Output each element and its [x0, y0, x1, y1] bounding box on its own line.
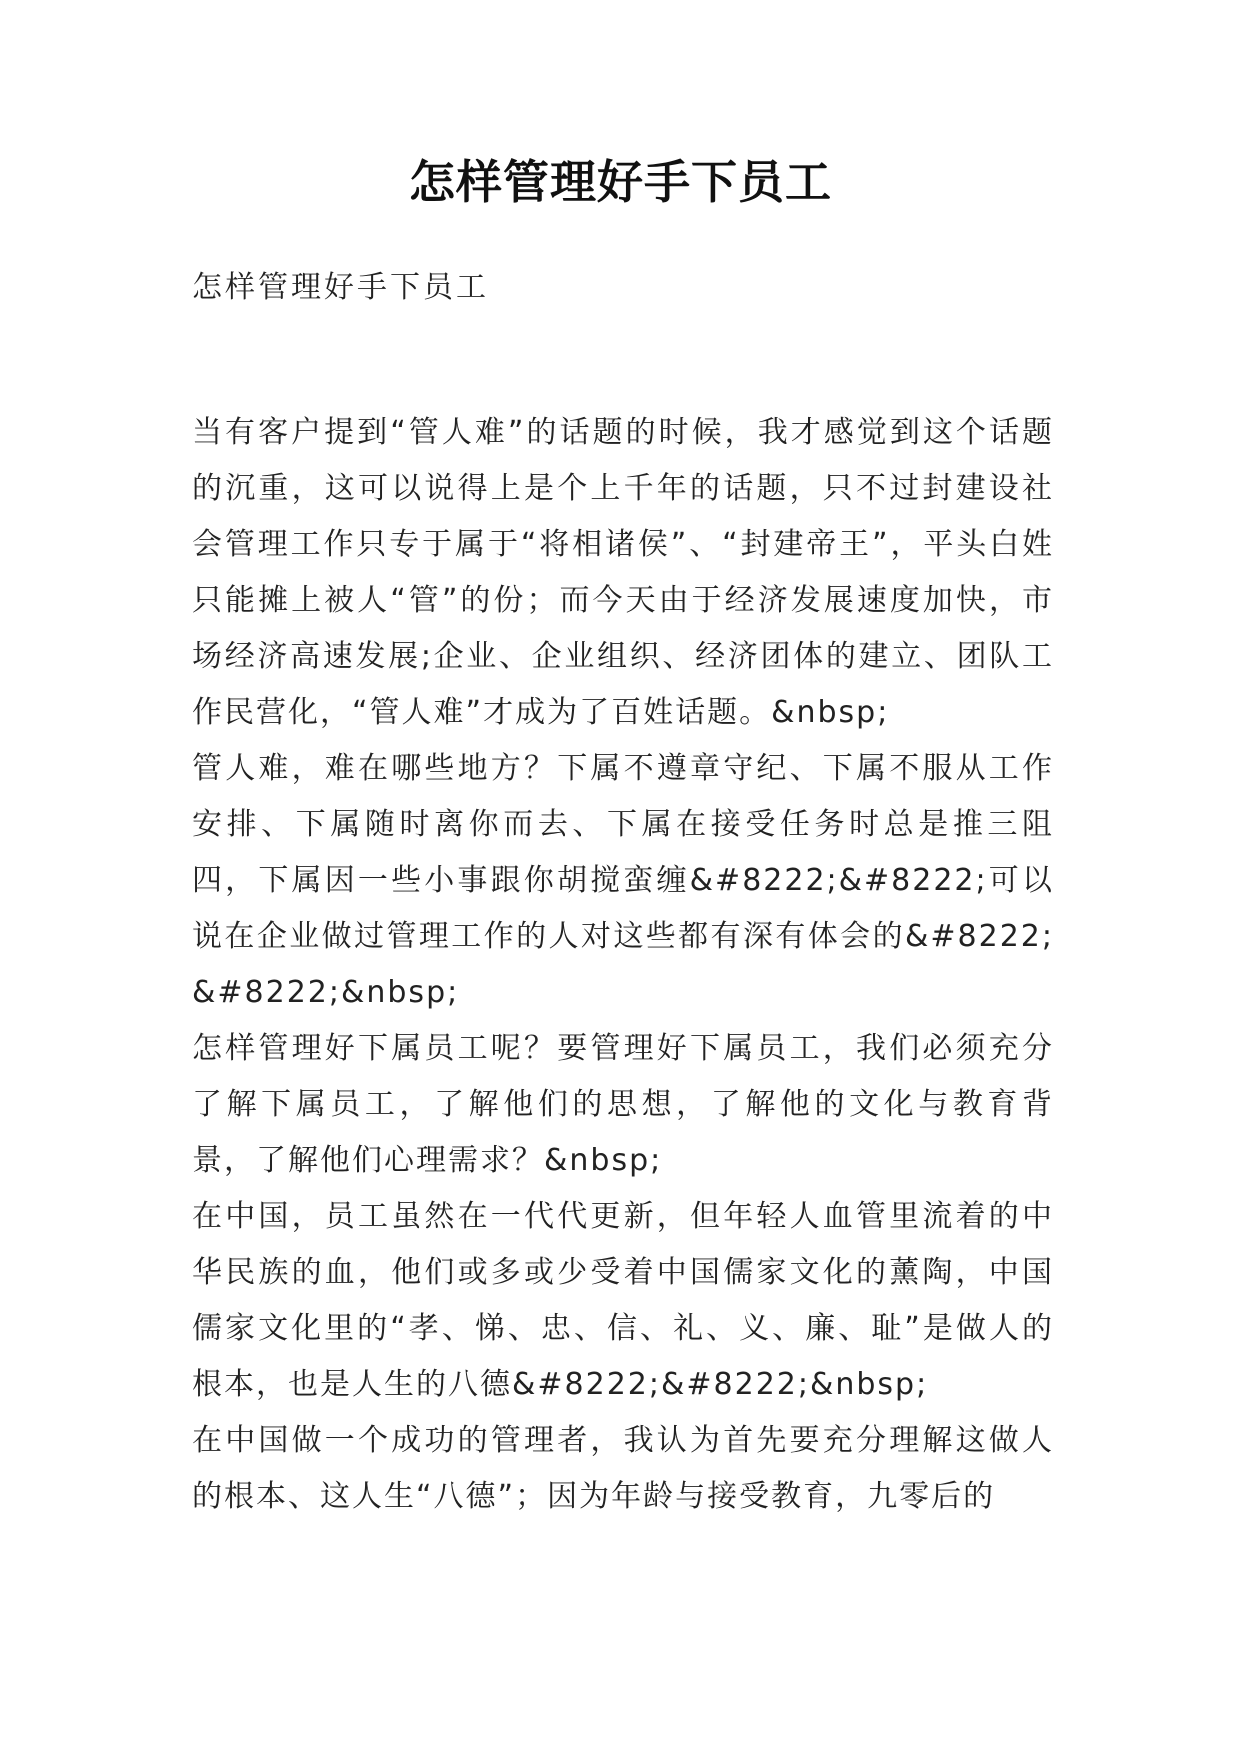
document-title: 怎样管理好手下员工	[409, 155, 832, 209]
paragraph-5: 在中国做一个成功的管理者，我认为首先要充分理解这做人的根本、这人生“八德”；因为年龄与接受教育，九零后的	[192, 1423, 1054, 1514]
document-subtitle: 怎样管理好手下员工	[192, 270, 489, 305]
paragraph-1: 当有客户提到“管人难”的话题的时候，我才感觉到这个话题的沉重，这可以说得上是个上千年的话题，只不过封建设社会管理工作只专于属于“将相诸侯”、“封建帝王”，平头白姓只能摊上被人“管”的份；而今天由于经济发展速度加快，市场经济高速发展;企业、企业组织、经济团体的建立、团队工作民营化，“管人难”才成为了百姓话题。&nbsp;	[192, 415, 1054, 730]
document-body	[192, 405, 1054, 1525]
paragraph-2: 管人难，难在哪些地方？下属不遵章守纪、下属不服从工作安排、下属随时离你而去、下属在接受任务时总是推三阻四，下属因一些小事跟你胡搅蛮缠&#8222;&#8222;可以说在企业做过管理工作的人对这些都有深有体会的&#8222;&#8222;&nbsp;	[192, 751, 1054, 1010]
paragraph-3: 怎样管理好下属员工呢？要管理好下属员工，我们必须充分了解下属员工，了解他们的思想，了解他的文化与教育背景，了解他们心理需求？&nbsp;	[192, 1031, 1054, 1178]
paragraph-4: 在中国，员工虽然在一代代更新，但年轻人血管里流着的中华民族的血，他们或多或少受着中国儒家文化的薰陶，中国儒家文化里的“孝、悌、忠、信、礼、义、廉、耻”是做人的根本，也是人生的八德&#8222;&#8222;&nbsp;	[192, 1199, 1054, 1402]
